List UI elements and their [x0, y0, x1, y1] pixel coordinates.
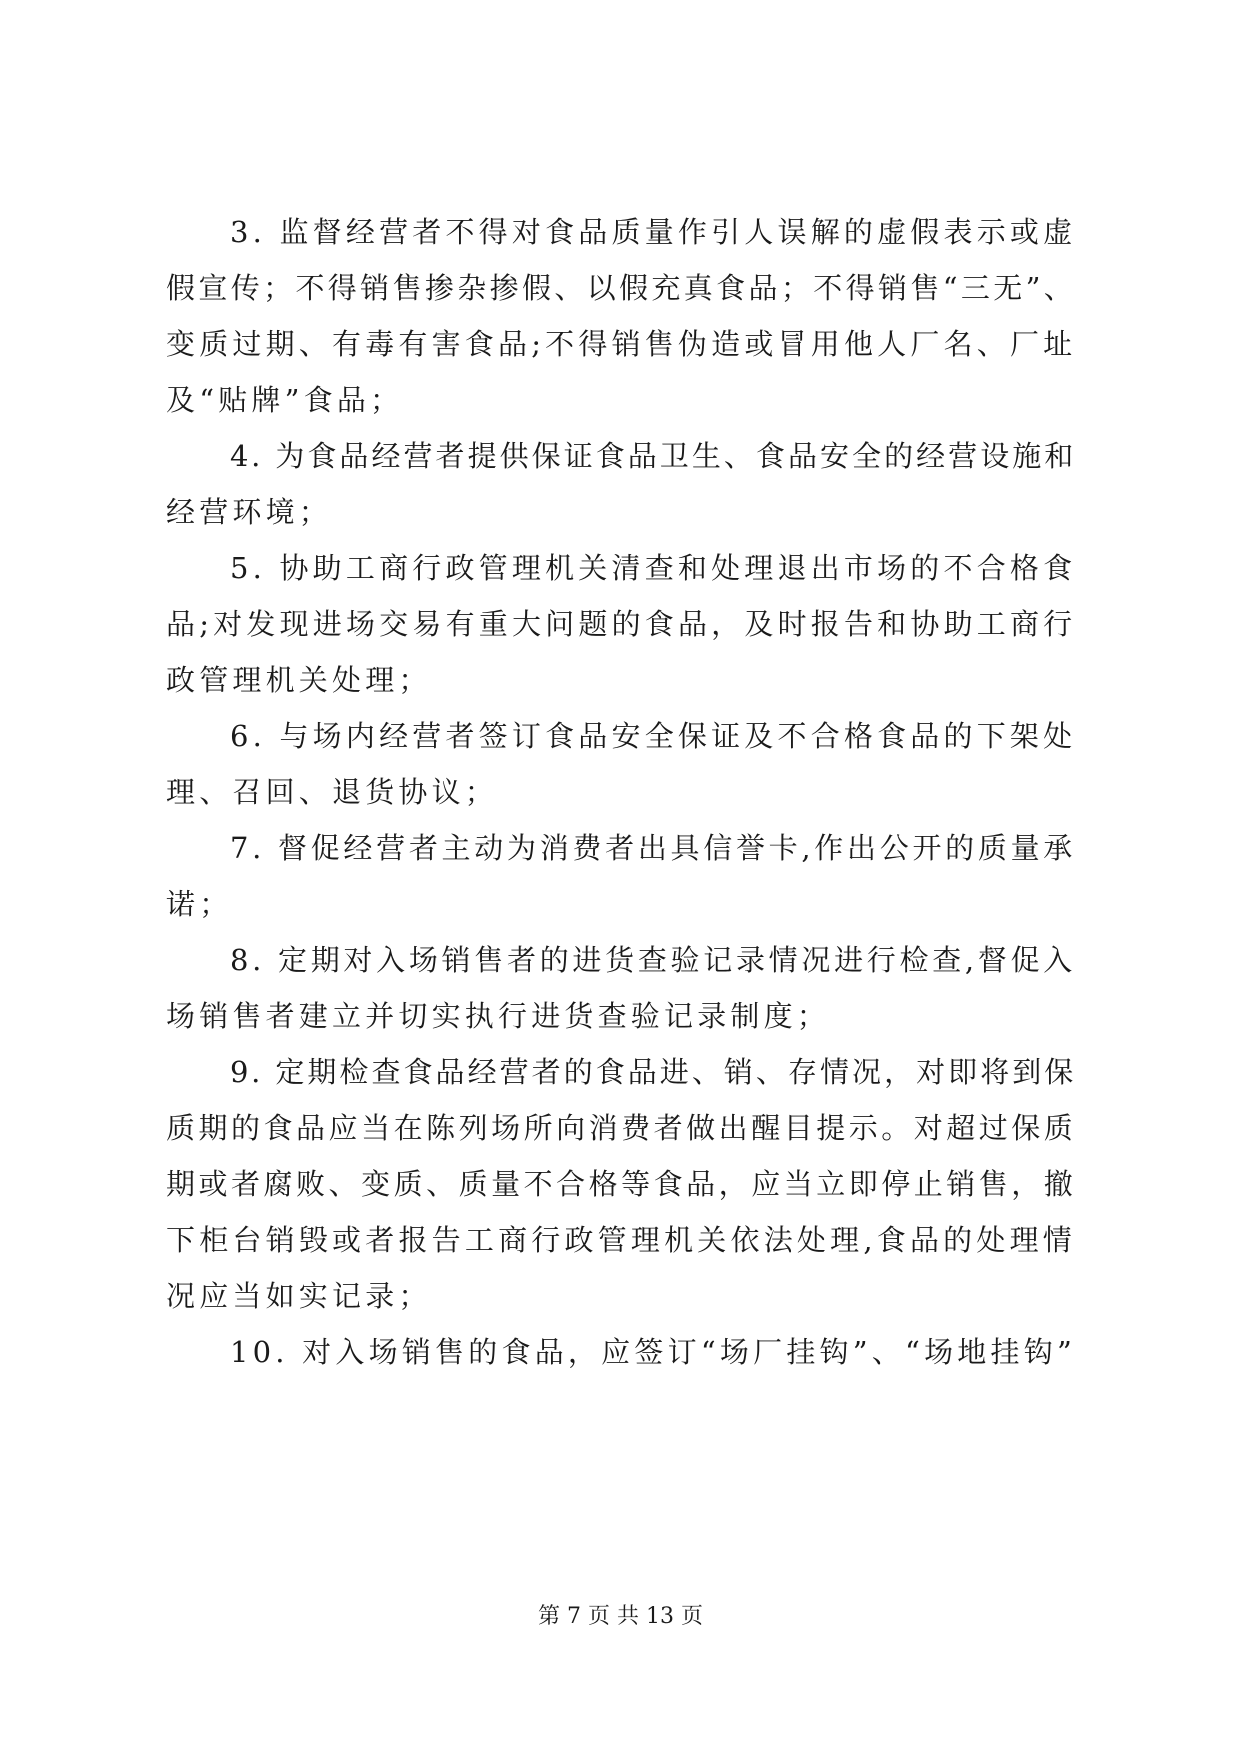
paragraph-9-line-1: 9. 定期检查食品经营者的食品进、销、存情况，对即将到保 — [230, 1055, 1076, 1089]
paragraph-5-line-3: 政管理机关处理； — [166, 663, 432, 697]
paragraph-9-line-5: 况应当如实记录； — [166, 1279, 432, 1313]
paragraph-5-line-1: 5. 协助工商行政管理机关清查和处理退出市场的不合格食 — [230, 551, 1077, 585]
page-number-footer: 第 7 页 共 13 页 — [538, 1604, 703, 1629]
paragraph-3-line-2: 假宣传；不得销售掺杂掺假、以假充真食品；不得销售“三无”、 — [166, 271, 1076, 305]
paragraph-3-line-3: 变质过期、有毒有害食品;不得销售伪造或冒用他人厂名、厂址 — [166, 327, 1077, 361]
paragraph-4-line-1: 4. 为食品经营者提供保证食品卫生、食品安全的经营设施和 — [230, 439, 1076, 473]
paragraph-9-line-4: 下柜台销毁或者报告工商行政管理机关依法处理,食品的处理情 — [166, 1223, 1076, 1257]
paragraph-8-line-1: 8. 定期对入场销售者的进货查验记录情况进行检查,督促入 — [230, 943, 1076, 977]
paragraph-7-line-1: 7. 督促经营者主动为消费者出具信誉卡,作出公开的质量承 — [230, 831, 1076, 865]
paragraph-3-line-4: 及“贴牌”食品； — [166, 383, 404, 417]
paragraph-6-line-2: 理、召回、退货协议； — [166, 775, 499, 809]
paragraph-9-line-2: 质期的食品应当在陈列场所向消费者做出醒目提示。对超过保质 — [166, 1111, 1076, 1145]
paragraph-6-line-1: 6. 与场内经营者签订食品安全保证及不合格食品的下架处 — [230, 719, 1077, 753]
paragraph-7-line-2: 诺； — [166, 887, 233, 921]
paragraph-5-line-2: 品;对发现进场交易有重大问题的食品，及时报告和协助工商行 — [166, 607, 1077, 641]
paragraph-9-line-3: 期或者腐败、变质、质量不合格等食品，应当立即停止销售，撤 — [166, 1167, 1076, 1201]
paragraph-8-line-2: 场销售者建立并切实执行进货查验记录制度； — [166, 999, 831, 1033]
paragraph-4-line-2: 经营环境； — [166, 495, 333, 529]
paragraph-3-line-1: 3. 监督经营者不得对食品质量作引人误解的虚假表示或虚 — [230, 215, 1077, 249]
paragraph-10-line-1: 10. 对入场销售的食品，应签订“场厂挂钩”、“场地挂钩” — [230, 1335, 1076, 1369]
